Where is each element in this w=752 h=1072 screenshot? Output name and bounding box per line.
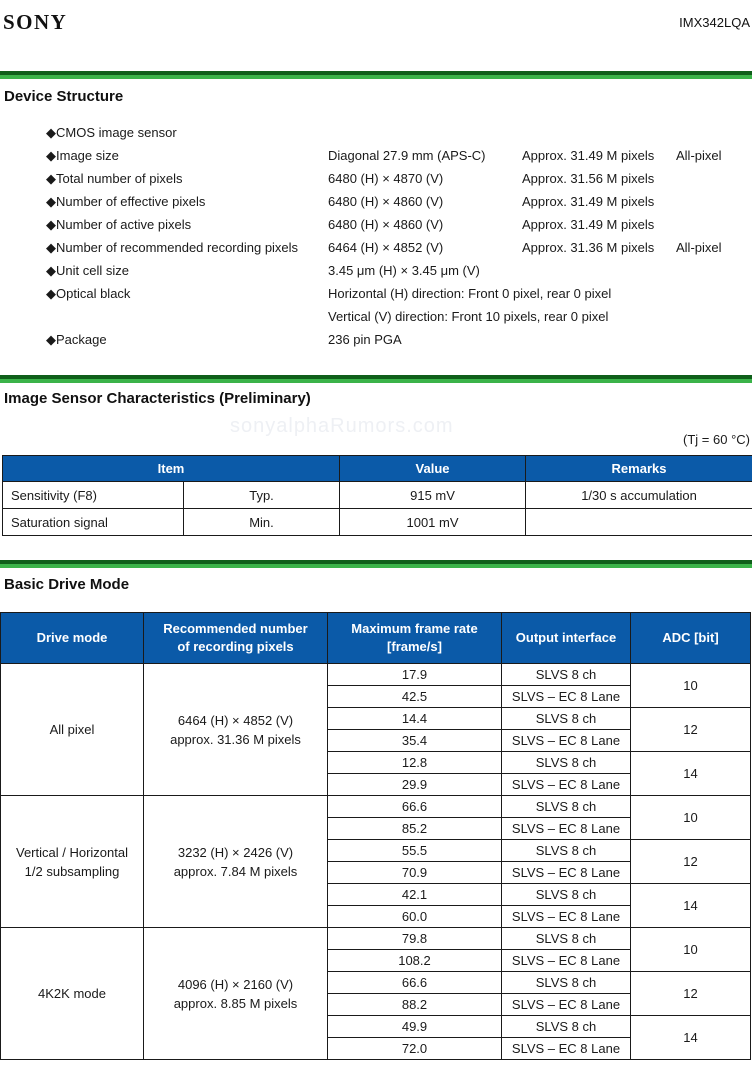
- spec-value: 236 pin PGA: [328, 332, 402, 347]
- diamond-bullet-icon: ◆: [46, 217, 56, 232]
- spec-note: All-pixel: [676, 148, 722, 163]
- item-cell: Saturation signal: [3, 509, 184, 536]
- diamond-bullet-icon: ◆: [46, 125, 56, 140]
- condition-cell: Typ.: [184, 482, 340, 509]
- output-interface-cell: SLVS 8 ch: [502, 928, 631, 950]
- header-line: Recommended number: [163, 621, 308, 636]
- spec-label: [46, 122, 177, 144]
- output-interface-cell: SLVS – EC 8 Lane: [502, 686, 631, 708]
- frame-rate-cell: 35.4: [328, 730, 502, 752]
- output-interface-cell: SLVS 8 ch: [502, 840, 631, 862]
- brand-logo: SONY: [3, 10, 68, 34]
- cell-line: All pixel: [49, 722, 95, 737]
- header-item: Item: [3, 456, 340, 482]
- header-line: of recording pixels: [177, 639, 294, 654]
- temperature-condition: (Tj = 60 °C): [683, 432, 750, 447]
- header-recording-pixels: [144, 613, 328, 664]
- spec-value: Vertical (V) direction: Front 10 pixels, rear 0 pixel: [328, 309, 609, 324]
- output-interface-cell: SLVS 8 ch: [502, 752, 631, 774]
- spec-value: 6464 (H) × 4852 (V): [328, 240, 444, 255]
- output-interface-cell: SLVS – EC 8 Lane: [502, 818, 631, 840]
- output-interface-cell: SLVS – EC 8 Lane: [502, 950, 631, 972]
- table-row: [1, 928, 751, 950]
- header-remarks: Remarks: [526, 456, 752, 482]
- diamond-bullet-icon: ◆: [46, 332, 56, 347]
- header-adc: ADC [bit]: [631, 613, 751, 664]
- value-cell: 915 mV: [340, 482, 526, 509]
- device-structure-title: Device Structure: [4, 88, 124, 105]
- spec-label-text: Number of effective pixels: [56, 194, 206, 209]
- section-divider: [0, 560, 752, 568]
- output-interface-cell: SLVS – EC 8 Lane: [502, 1038, 631, 1060]
- spec-label: [46, 145, 119, 167]
- adc-cell: 10: [631, 928, 751, 972]
- recording-pixels-cell: [144, 796, 328, 928]
- adc-cell: 12: [631, 708, 751, 752]
- frame-rate-cell: 49.9: [328, 1016, 502, 1038]
- header-line: Maximum frame rate: [351, 621, 478, 636]
- cell-line: Vertical / Horizontal: [16, 844, 128, 860]
- spec-label: [46, 260, 129, 282]
- watermark: sonyalphaRumors.com: [230, 415, 454, 437]
- diamond-bullet-icon: ◆: [46, 240, 56, 255]
- adc-cell: 14: [631, 752, 751, 796]
- header-drive-mode: Drive mode: [1, 613, 144, 664]
- table-row: [1, 664, 751, 686]
- remarks-cell: [526, 509, 752, 536]
- spec-value: 6480 (H) × 4870 (V): [328, 171, 444, 186]
- frame-rate-cell: 108.2: [328, 950, 502, 972]
- header-output-interface: Output interface: [502, 613, 631, 664]
- cell-line: 3232 (H) × 2426 (V): [177, 844, 294, 860]
- spec-value: 3.45 μm (H) × 3.45 μm (V): [328, 263, 480, 278]
- adc-cell: 12: [631, 972, 751, 1016]
- table-row: [3, 482, 752, 509]
- spec-value: 6480 (H) × 4860 (V): [328, 194, 444, 209]
- remarks-cell: 1/30 s accumulation: [526, 482, 752, 509]
- cell-line: 6464 (H) × 4852 (V): [177, 712, 294, 728]
- spec-row: [46, 122, 752, 144]
- spec-value: Horizontal (H) direction: Front 0 pixel, rear 0 pixel: [328, 286, 612, 301]
- frame-rate-cell: 85.2: [328, 818, 502, 840]
- drive-mode-cell: [1, 928, 144, 1060]
- spec-row: [46, 214, 752, 236]
- spec-row: [46, 306, 752, 328]
- drive-mode-table: [0, 612, 751, 1060]
- drive-mode-cell: [1, 796, 144, 928]
- spec-row: [46, 191, 752, 213]
- diamond-bullet-icon: ◆: [46, 148, 56, 163]
- spec-label-text: Image size: [56, 148, 119, 163]
- output-interface-cell: SLVS 8 ch: [502, 708, 631, 730]
- cell-line: approx. 8.85 M pixels: [173, 995, 298, 1011]
- adc-cell: 10: [631, 664, 751, 708]
- frame-rate-cell: 70.9: [328, 862, 502, 884]
- diamond-bullet-icon: ◆: [46, 286, 56, 301]
- table-row: [3, 509, 752, 536]
- spec-label-text: Number of active pixels: [56, 217, 192, 232]
- diamond-bullet-icon: ◆: [46, 263, 56, 278]
- item-cell: Sensitivity (F8): [3, 482, 184, 509]
- spec-value: 6480 (H) × 4860 (V): [328, 217, 444, 232]
- spec-label-text: Unit cell size: [56, 263, 129, 278]
- spec-value: Diagonal 27.9 mm (APS-C): [328, 148, 486, 163]
- output-interface-cell: SLVS – EC 8 Lane: [502, 994, 631, 1016]
- adc-cell: 12: [631, 840, 751, 884]
- part-number: IMX342LQA: [679, 15, 750, 30]
- output-interface-cell: SLVS 8 ch: [502, 796, 631, 818]
- frame-rate-cell: 88.2: [328, 994, 502, 1016]
- header-line: [frame/s]: [387, 639, 442, 654]
- spec-label: [46, 168, 182, 190]
- spec-row: [46, 260, 752, 282]
- cell-line: approx. 31.36 M pixels: [170, 731, 301, 747]
- spec-label-text: Package: [56, 332, 107, 347]
- spec-label-text: Optical black: [56, 286, 131, 301]
- frame-rate-cell: 79.8: [328, 928, 502, 950]
- frame-rate-cell: 14.4: [328, 708, 502, 730]
- spec-row: [46, 237, 752, 259]
- frame-rate-cell: 72.0: [328, 1038, 502, 1060]
- table-row: [1, 796, 751, 818]
- header-value: Value: [340, 456, 526, 482]
- output-interface-cell: SLVS 8 ch: [502, 972, 631, 994]
- section-divider: [0, 375, 752, 383]
- cell-line: 4K2K mode: [38, 986, 106, 1001]
- spec-approx: Approx. 31.36 M pixels: [522, 240, 655, 255]
- spec-row: [46, 283, 752, 305]
- frame-rate-cell: 29.9: [328, 774, 502, 796]
- spec-label: [46, 191, 205, 213]
- cell-line: 1/2 subsampling: [24, 863, 120, 879]
- cell-line: approx. 7.84 M pixels: [173, 863, 298, 879]
- spec-row: [46, 168, 752, 190]
- diamond-bullet-icon: ◆: [46, 194, 56, 209]
- spec-row: [46, 145, 752, 167]
- recording-pixels-cell: [144, 664, 328, 796]
- spec-note: All-pixel: [676, 240, 722, 255]
- output-interface-cell: SLVS – EC 8 Lane: [502, 774, 631, 796]
- frame-rate-cell: 17.9: [328, 664, 502, 686]
- spec-approx: Approx. 31.49 M pixels: [522, 217, 655, 232]
- condition-cell: Min.: [184, 509, 340, 536]
- frame-rate-cell: 66.6: [328, 796, 502, 818]
- output-interface-cell: SLVS – EC 8 Lane: [502, 730, 631, 752]
- output-interface-cell: SLVS 8 ch: [502, 664, 631, 686]
- spec-label: [46, 329, 107, 351]
- output-interface-cell: SLVS – EC 8 Lane: [502, 906, 631, 928]
- frame-rate-cell: 55.5: [328, 840, 502, 862]
- spec-label: [46, 214, 191, 236]
- adc-cell: 14: [631, 1016, 751, 1060]
- output-interface-cell: SLVS 8 ch: [502, 1016, 631, 1038]
- spec-row: [46, 329, 752, 351]
- frame-rate-cell: 12.8: [328, 752, 502, 774]
- spec-approx: Approx. 31.49 M pixels: [522, 194, 655, 209]
- adc-cell: 14: [631, 884, 751, 928]
- spec-label-text: Number of recommended recording pixels: [56, 240, 299, 255]
- frame-rate-cell: 66.6: [328, 972, 502, 994]
- spec-approx: Approx. 31.49 M pixels: [522, 148, 655, 163]
- frame-rate-cell: 42.5: [328, 686, 502, 708]
- drive-mode-cell: [1, 664, 144, 796]
- output-interface-cell: SLVS – EC 8 Lane: [502, 862, 631, 884]
- frame-rate-cell: 42.1: [328, 884, 502, 906]
- spec-approx: Approx. 31.56 M pixels: [522, 171, 655, 186]
- drive-mode-title: Basic Drive Mode: [4, 576, 130, 593]
- characteristics-title: Image Sensor Characteristics (Preliminary): [4, 390, 311, 407]
- diamond-bullet-icon: ◆: [46, 171, 56, 186]
- value-cell: 1001 mV: [340, 509, 526, 536]
- recording-pixels-cell: [144, 928, 328, 1060]
- cell-line: 4096 (H) × 2160 (V): [177, 976, 294, 992]
- adc-cell: 10: [631, 796, 751, 840]
- header-frame-rate: [328, 613, 502, 664]
- characteristics-table: [2, 455, 752, 536]
- spec-label: [46, 237, 298, 259]
- frame-rate-cell: 60.0: [328, 906, 502, 928]
- spec-label-text: CMOS image sensor: [56, 125, 177, 140]
- output-interface-cell: SLVS 8 ch: [502, 884, 631, 906]
- spec-label: [46, 283, 130, 305]
- section-divider: [0, 71, 752, 79]
- spec-label-text: Total number of pixels: [56, 171, 183, 186]
